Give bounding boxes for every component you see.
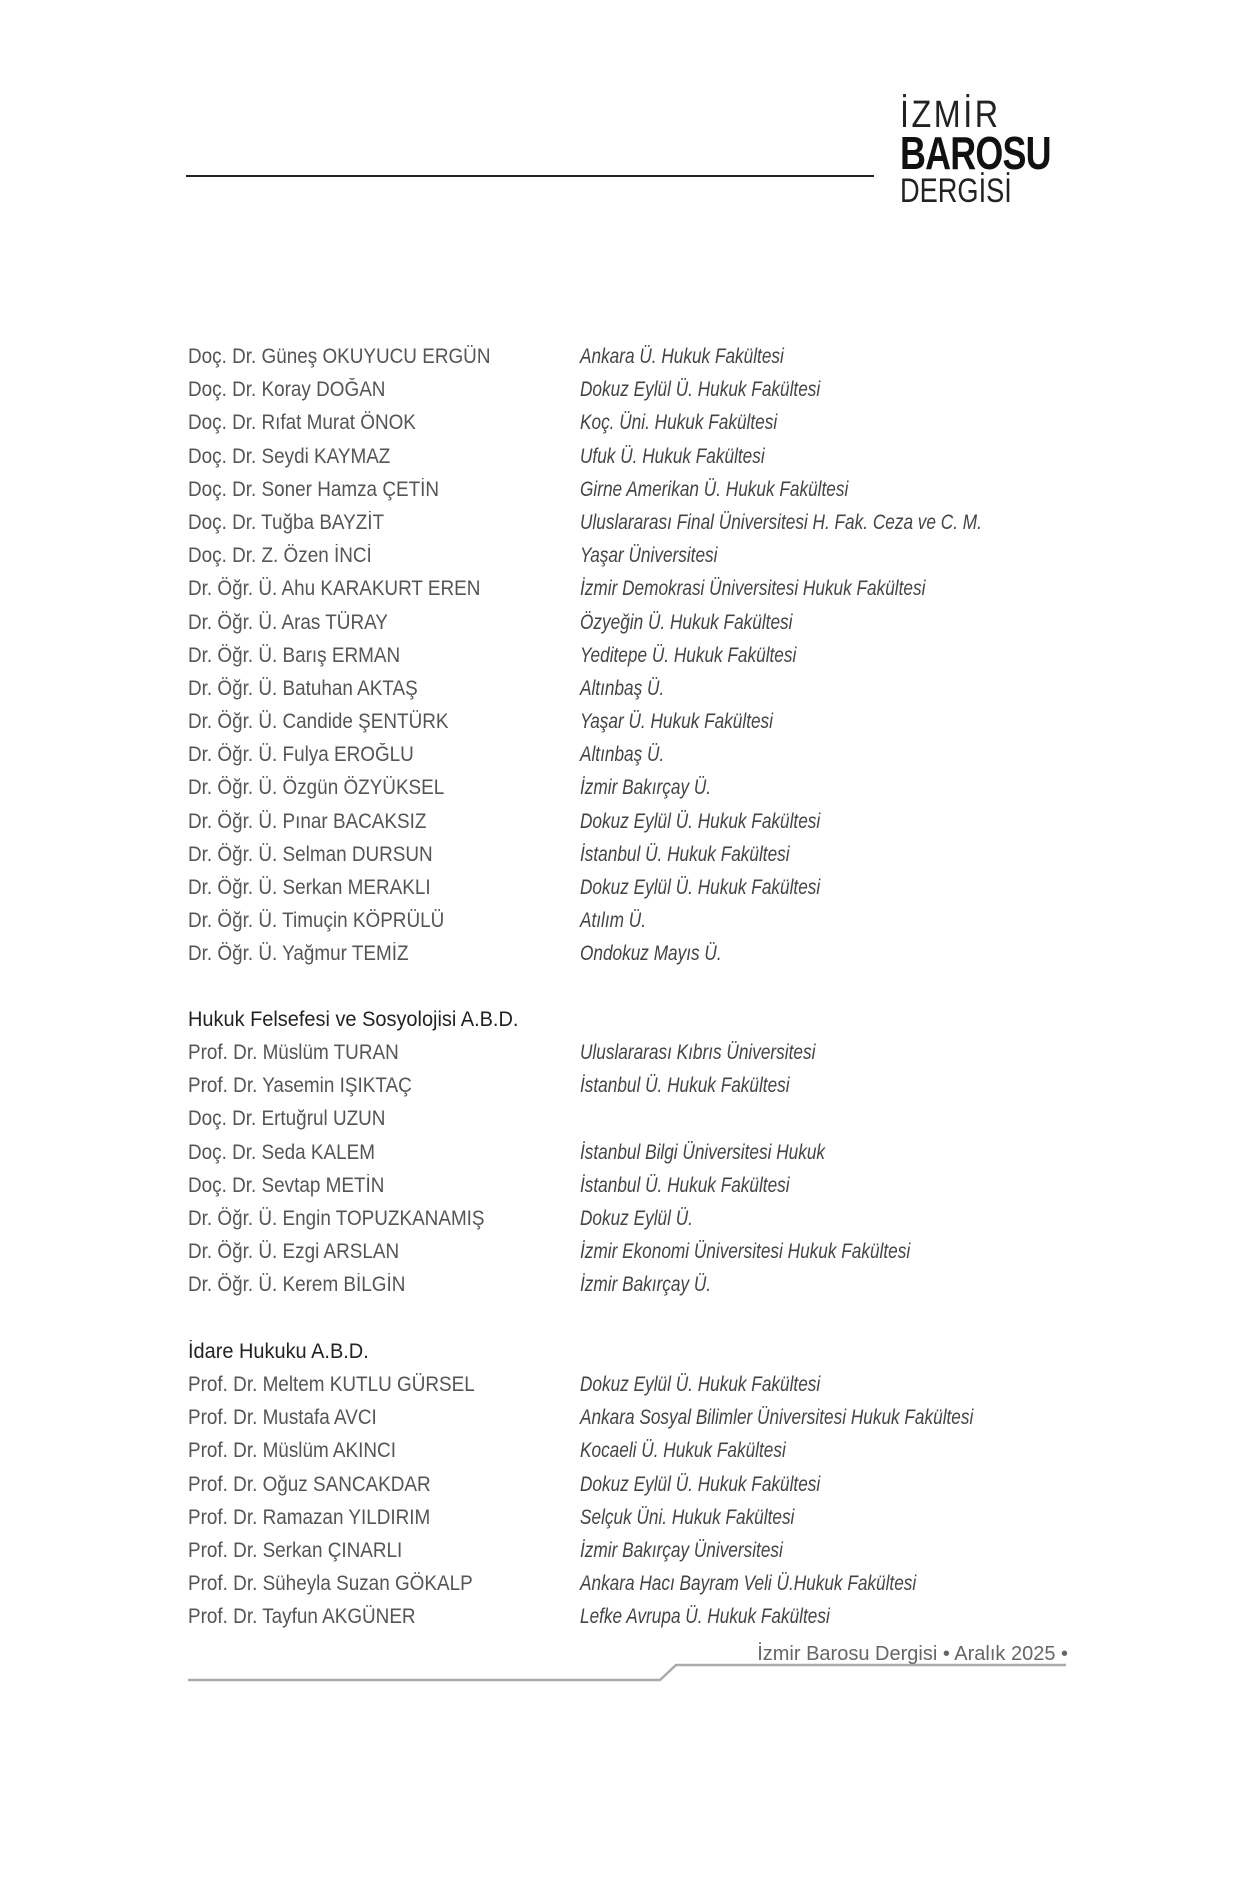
member-name: Dr. Öğr. Ü. Engin TOPUZKANAMIŞ bbox=[188, 1206, 485, 1230]
member-name: Dr. Öğr. Ü. Timuçin KÖPRÜLÜ bbox=[188, 909, 445, 933]
member-name: Dr. Öğr. Ü. Özgün ÖZYÜKSEL bbox=[188, 776, 445, 800]
member-institution: Yaşar Üniversitesi bbox=[580, 544, 718, 568]
member-name: Dr. Öğr. Ü. Yağmur TEMİZ bbox=[188, 942, 409, 966]
member-name: Doç. Dr. Tuğba BAYZİT bbox=[188, 510, 385, 534]
member-institution: Ufuk Ü. Hukuk Fakültesi bbox=[580, 444, 765, 468]
member-institution: Altınbaş Ü. bbox=[580, 676, 665, 700]
member-institution: Dokuz Eylül Ü. bbox=[580, 1206, 693, 1230]
member-institution: Dokuz Eylül Ü. Hukuk Fakültesi bbox=[580, 378, 821, 402]
member-name: Doç. Dr. Soner Hamza ÇETİN bbox=[188, 477, 440, 501]
member-institution: Ankara Sosyal Bilimler Üniversitesi Hukuk Fakültesi bbox=[580, 1406, 974, 1430]
member-name: Prof. Dr. Mustafa AVCI bbox=[188, 1406, 377, 1430]
member-institution: Yaşar Ü. Hukuk Fakültesi bbox=[580, 710, 773, 734]
logo-line-3: DERGİSİ bbox=[900, 172, 1012, 210]
member-institution: Özyeğin Ü. Hukuk Fakültesi bbox=[580, 610, 793, 634]
member-institution: Koç. Üni. Hukuk Fakültesi bbox=[580, 411, 778, 435]
member-institution: Kocaeli Ü. Hukuk Fakültesi bbox=[580, 1439, 786, 1463]
member-name: Prof. Dr. Müslüm TURAN bbox=[188, 1041, 399, 1064]
member-institution: Girne Amerikan Ü. Hukuk Fakültesi bbox=[580, 477, 849, 501]
member-name: Prof. Dr. Tayfun AKGÜNER bbox=[188, 1605, 416, 1629]
member-name: Dr. Öğr. Ü. Fulya EROĞLU bbox=[188, 743, 414, 767]
member-institution: Dokuz Eylül Ü. Hukuk Fakültesi bbox=[580, 1373, 821, 1396]
member-institution: İzmir Demokrasi Üniversitesi Hukuk Fakültesi bbox=[580, 577, 926, 601]
member-name: Dr. Öğr. Ü. Barış ERMAN bbox=[188, 643, 401, 667]
member-name: Dr. Öğr. Ü. Serkan MERAKLI bbox=[188, 876, 431, 899]
member-name: Dr. Öğr. Ü. Kerem BİLGİN bbox=[188, 1273, 406, 1297]
member-institution: Ankara Hacı Bayram Veli Ü.Hukuk Fakültesi bbox=[580, 1572, 917, 1596]
member-institution: Ankara Ü. Hukuk Fakültesi bbox=[580, 345, 784, 368]
member-name: Doç. Dr. Ertuğrul UZUN bbox=[188, 1107, 386, 1131]
member-name: Doç. Dr. Seydi KAYMAZ bbox=[188, 444, 391, 468]
member-name: Prof. Dr. Yasemin IŞIKTAÇ bbox=[188, 1074, 412, 1098]
member-institution: Atılım Ü. bbox=[580, 909, 647, 933]
member-name: Dr. Öğr. Ü. Ahu KARAKURT EREN bbox=[188, 577, 481, 601]
member-name: Doç. Dr. Rıfat Murat ÖNOK bbox=[188, 411, 416, 435]
member-name: Doç. Dr. Z. Özen İNCİ bbox=[188, 544, 372, 568]
section-heading: İdare Hukuku A.B.D. bbox=[188, 1340, 369, 1363]
member-name: Prof. Dr. Meltem KUTLU GÜRSEL bbox=[188, 1373, 475, 1396]
member-name: Doç. Dr. Güneş OKUYUCU ERGÜN bbox=[188, 345, 491, 368]
member-institution: Uluslararası Final Üniversitesi H. Fak. Ceza ve C. M. bbox=[580, 510, 982, 534]
member-institution: Dokuz Eylül Ü. Hukuk Fakültesi bbox=[580, 809, 821, 833]
member-institution: İzmir Bakırçay Üniversitesi bbox=[580, 1538, 783, 1562]
member-name: Dr. Öğr. Ü. Aras TÜRAY bbox=[188, 610, 388, 634]
section-heading: Hukuk Felsefesi ve Sosyolojisi A.B.D. bbox=[188, 1008, 519, 1031]
member-institution: İstanbul Ü. Hukuk Fakültesi bbox=[580, 1173, 790, 1197]
member-name: Doç. Dr. Koray DOĞAN bbox=[188, 378, 386, 402]
member-name: Dr. Öğr. Ü. Pınar BACAKSIZ bbox=[188, 809, 427, 833]
member-institution: İzmir Bakırçay Ü. bbox=[580, 1273, 712, 1297]
member-name: Dr. Öğr. Ü. Selman DURSUN bbox=[188, 842, 433, 866]
logo-line-2: BAROSU bbox=[900, 127, 1051, 179]
member-name: Prof. Dr. Ramazan YILDIRIM bbox=[188, 1505, 431, 1529]
member-institution: İzmir Ekonomi Üniversitesi Hukuk Fakültesi bbox=[580, 1240, 911, 1264]
member-institution: Yeditepe Ü. Hukuk Fakültesi bbox=[580, 643, 797, 667]
footer-text: İzmir Barosu Dergisi • Aralık 2025 • bbox=[757, 1643, 1068, 1665]
member-institution: Selçuk Üni. Hukuk Fakültesi bbox=[580, 1505, 795, 1529]
member-name: Prof. Dr. Müslüm AKINCI bbox=[188, 1439, 396, 1463]
member-name: Prof. Dr. Süheyla Suzan GÖKALP bbox=[188, 1572, 473, 1596]
member-name: Dr. Öğr. Ü. Candide ŞENTÜRK bbox=[188, 710, 449, 734]
member-institution: Uluslararası Kıbrıs Üniversitesi bbox=[580, 1041, 816, 1064]
member-institution: Dokuz Eylül Ü. Hukuk Fakültesi bbox=[580, 876, 821, 899]
member-name: Dr. Öğr. Ü. Batuhan AKTAŞ bbox=[188, 676, 418, 700]
member-institution: Lefke Avrupa Ü. Hukuk Fakültesi bbox=[580, 1605, 830, 1629]
member-name: Prof. Dr. Serkan ÇINARLI bbox=[188, 1538, 403, 1562]
member-institution: Dokuz Eylül Ü. Hukuk Fakültesi bbox=[580, 1472, 821, 1496]
member-institution: İzmir Bakırçay Ü. bbox=[580, 776, 712, 800]
member-name: Doç. Dr. Sevtap METİN bbox=[188, 1173, 385, 1197]
member-institution: İstanbul Ü. Hukuk Fakültesi bbox=[580, 1074, 790, 1098]
logo-line-1: İZMİR bbox=[900, 94, 1001, 136]
member-name: Doç. Dr. Seda KALEM bbox=[188, 1140, 375, 1164]
member-name: Prof. Dr. Oğuz SANCAKDAR bbox=[188, 1472, 431, 1496]
member-institution: İstanbul Bilgi Üniversitesi Hukuk bbox=[580, 1140, 826, 1164]
member-institution: İstanbul Ü. Hukuk Fakültesi bbox=[580, 842, 790, 866]
member-institution: Ondokuz Mayıs Ü. bbox=[580, 942, 722, 966]
member-name: Dr. Öğr. Ü. Ezgi ARSLAN bbox=[188, 1240, 400, 1264]
member-institution: Altınbaş Ü. bbox=[580, 743, 665, 767]
